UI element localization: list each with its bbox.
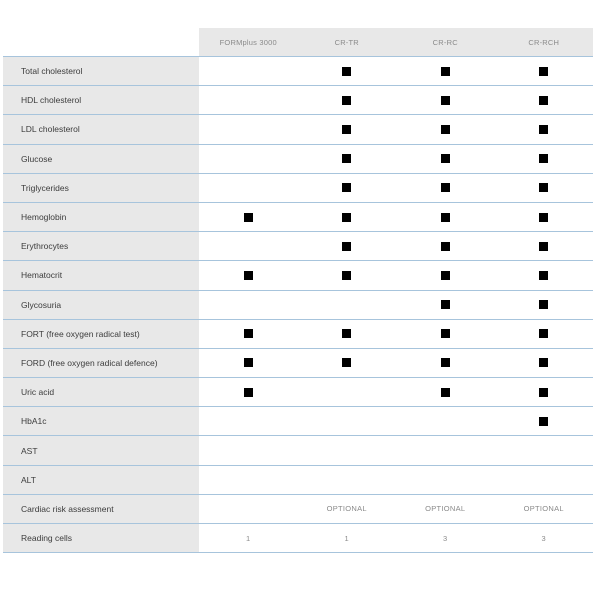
cell-text: 1: [246, 533, 251, 543]
table-cell: [298, 115, 397, 143]
table-cell: [396, 436, 495, 464]
table-cell: [199, 524, 298, 552]
table-cell: [396, 466, 495, 494]
table-cell: [495, 320, 594, 348]
table-cell: [298, 291, 397, 319]
table-row: [3, 407, 593, 436]
cell-text: 3: [443, 533, 448, 543]
table-cell: [396, 261, 495, 289]
row-label: FORD (free oxygen radical defence): [3, 349, 199, 377]
checkmark-square-icon: [539, 329, 548, 338]
table-row: [3, 232, 593, 261]
checkmark-square-icon: [539, 300, 548, 309]
table-cell: [199, 115, 298, 143]
row-label: Hemoglobin: [3, 203, 199, 231]
table-cell: [495, 524, 594, 552]
checkmark-square-icon: [539, 67, 548, 76]
table-cell: [298, 378, 397, 406]
table-cell: [495, 291, 594, 319]
checkmark-square-icon: [244, 388, 253, 397]
row-label: Triglycerides: [3, 174, 199, 202]
checkmark-square-icon: [441, 67, 450, 76]
table-cell: [495, 115, 594, 143]
table-cell: [396, 203, 495, 231]
table-row: [3, 291, 593, 320]
table-cell: [199, 261, 298, 289]
cell-text: 3: [541, 533, 546, 543]
table-cell: [495, 203, 594, 231]
checkmark-square-icon: [441, 154, 450, 163]
checkmark-square-icon: [441, 271, 450, 280]
table-cell: [495, 378, 594, 406]
cell-text: OPTIONAL: [326, 504, 367, 514]
table-cell: [495, 145, 594, 173]
table-row: [3, 524, 593, 553]
table-cell: [495, 174, 594, 202]
table-cell: [298, 407, 397, 435]
cell-text: OPTIONAL: [523, 504, 564, 514]
checkmark-square-icon: [342, 125, 351, 134]
comparison-table: [3, 28, 593, 553]
table-row: [3, 174, 593, 203]
table-cell: [199, 57, 298, 85]
table-cell: [199, 436, 298, 464]
table-body: [3, 57, 593, 553]
table-row: [3, 86, 593, 115]
row-label: Reading cells: [3, 524, 199, 552]
table-cell: [199, 174, 298, 202]
row-label: FORT (free oxygen radical test): [3, 320, 199, 348]
table-cell: [298, 436, 397, 464]
row-label: AST: [3, 436, 199, 464]
table-cell: [298, 320, 397, 348]
table-cell: [396, 232, 495, 260]
row-label: Glycosuria: [3, 291, 199, 319]
checkmark-square-icon: [342, 183, 351, 192]
table-header-row: [3, 28, 593, 57]
table-cell: [199, 495, 298, 523]
row-label: HbA1c: [3, 407, 199, 435]
checkmark-square-icon: [539, 417, 548, 426]
table-cell: [298, 466, 397, 494]
checkmark-square-icon: [441, 388, 450, 397]
checkmark-square-icon: [244, 271, 253, 280]
table-row: [3, 349, 593, 378]
checkmark-square-icon: [342, 154, 351, 163]
checkmark-square-icon: [539, 96, 548, 105]
checkmark-square-icon: [539, 183, 548, 192]
table-cell: [396, 495, 495, 523]
row-label: Uric acid: [3, 378, 199, 406]
checkmark-square-icon: [244, 329, 253, 338]
checkmark-square-icon: [342, 242, 351, 251]
row-label: Cardiac risk assessment: [3, 495, 199, 523]
checkmark-square-icon: [539, 358, 548, 367]
table-row: [3, 145, 593, 174]
table-cell: [396, 407, 495, 435]
table-row: [3, 378, 593, 407]
checkmark-square-icon: [441, 183, 450, 192]
table-cell: [396, 115, 495, 143]
checkmark-square-icon: [539, 213, 548, 222]
checkmark-square-icon: [441, 96, 450, 105]
table-cell: [495, 261, 594, 289]
table-cell: [298, 261, 397, 289]
table-cell: [396, 57, 495, 85]
row-label: Erythrocytes: [3, 232, 199, 260]
checkmark-square-icon: [539, 125, 548, 134]
table-cell: [396, 291, 495, 319]
checkmark-square-icon: [342, 67, 351, 76]
table-cell: [495, 232, 594, 260]
checkmark-square-icon: [342, 96, 351, 105]
table-cell: [298, 349, 397, 377]
table-cell: [495, 407, 594, 435]
checkmark-square-icon: [539, 242, 548, 251]
checkmark-square-icon: [342, 271, 351, 280]
cell-text: 1: [344, 533, 349, 543]
checkmark-square-icon: [441, 329, 450, 338]
checkmark-square-icon: [441, 213, 450, 222]
table-cell: [298, 174, 397, 202]
checkmark-square-icon: [539, 388, 548, 397]
table-cell: [298, 232, 397, 260]
table-cell: [298, 57, 397, 85]
table-cell: [495, 349, 594, 377]
table-cell: [298, 145, 397, 173]
table-cell: [199, 407, 298, 435]
checkmark-square-icon: [441, 358, 450, 367]
table-row: [3, 495, 593, 524]
table-cell: [396, 320, 495, 348]
table-cell: [199, 232, 298, 260]
table-row: [3, 203, 593, 232]
table-cell: [396, 378, 495, 406]
table-cell: [298, 495, 397, 523]
checkmark-square-icon: [244, 213, 253, 222]
table-cell: [298, 524, 397, 552]
table-row: [3, 261, 593, 290]
table-cell: [396, 174, 495, 202]
checkmark-square-icon: [342, 329, 351, 338]
table-row: [3, 320, 593, 349]
checkmark-square-icon: [441, 242, 450, 251]
table-cell: [396, 349, 495, 377]
table-cell: [495, 86, 594, 114]
table-cell: [396, 145, 495, 173]
row-label: HDL cholesterol: [3, 86, 199, 114]
checkmark-square-icon: [244, 358, 253, 367]
table-cell: [495, 466, 594, 494]
table-cell: [495, 495, 594, 523]
column-header-formplus-3000: FORMplus 3000: [199, 28, 298, 56]
table-cell: [298, 203, 397, 231]
checkmark-square-icon: [342, 358, 351, 367]
row-label: ALT: [3, 466, 199, 494]
row-label: Hematocrit: [3, 261, 199, 289]
row-label: Total cholesterol: [3, 57, 199, 85]
checkmark-square-icon: [539, 154, 548, 163]
table-cell: [199, 291, 298, 319]
table-row: [3, 466, 593, 495]
table-cell: [199, 378, 298, 406]
table-cell: [495, 436, 594, 464]
table-row: [3, 436, 593, 465]
checkmark-square-icon: [539, 271, 548, 280]
table-cell: [199, 466, 298, 494]
header-blank-cell: [3, 28, 199, 56]
column-header-cr-rch: CR-RCH: [495, 28, 594, 56]
table-cell: [199, 349, 298, 377]
checkmark-square-icon: [441, 125, 450, 134]
column-header-cr-rc: CR-RC: [396, 28, 495, 56]
table-cell: [396, 524, 495, 552]
table-row: [3, 115, 593, 144]
table-cell: [199, 203, 298, 231]
cell-text: OPTIONAL: [425, 504, 466, 514]
row-label: LDL cholesterol: [3, 115, 199, 143]
table-row: [3, 57, 593, 86]
table-cell: [298, 86, 397, 114]
checkmark-square-icon: [342, 213, 351, 222]
column-header-cr-tr: CR-TR: [298, 28, 397, 56]
table-cell: [199, 86, 298, 114]
checkmark-square-icon: [441, 300, 450, 309]
table-cell: [199, 145, 298, 173]
table-cell: [199, 320, 298, 348]
table-cell: [495, 57, 594, 85]
row-label: Glucose: [3, 145, 199, 173]
table-cell: [396, 86, 495, 114]
